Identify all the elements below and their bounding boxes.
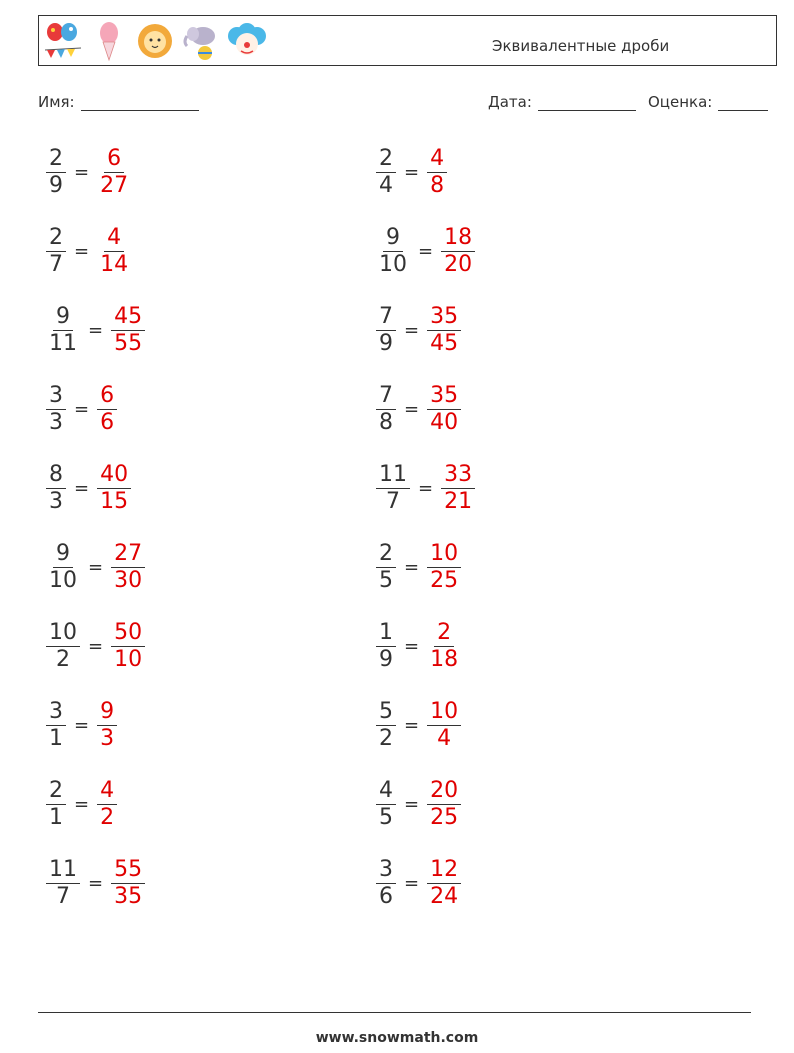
given-fraction [46, 778, 66, 831]
answer-fraction [97, 383, 117, 436]
answer-numerator: 35 [427, 383, 461, 410]
answer-fraction [97, 225, 131, 278]
answer-numerator: 10 [427, 541, 461, 568]
equals-sign: = [88, 873, 104, 894]
clown-icon [227, 20, 267, 62]
given-fraction [46, 304, 80, 357]
answer-numerator: 4 [427, 146, 447, 173]
date-line[interactable] [538, 96, 636, 111]
equals-sign: = [74, 715, 90, 736]
equals-sign: = [74, 794, 90, 815]
answer-numerator: 4 [97, 778, 117, 805]
answer-denominator: 8 [430, 173, 445, 198]
answer-denominator: 15 [100, 489, 129, 514]
given-denominator: 6 [379, 884, 393, 909]
problem-row [376, 146, 447, 199]
given-fraction [376, 383, 396, 436]
problem-row [46, 304, 145, 357]
given-denominator: 11 [49, 331, 77, 356]
given-numerator: 2 [376, 541, 396, 568]
answer-numerator: 40 [97, 462, 131, 489]
given-numerator: 9 [53, 541, 73, 568]
problem-row [376, 541, 461, 594]
equals-sign: = [404, 162, 420, 183]
given-fraction [46, 462, 66, 515]
problem-row [46, 620, 145, 673]
problem-row [46, 857, 145, 910]
given-denominator: 7 [386, 489, 400, 514]
name-field [38, 93, 199, 111]
answer-numerator: 6 [104, 146, 124, 173]
answer-numerator: 10 [427, 699, 461, 726]
given-denominator: 1 [49, 805, 63, 830]
answer-denominator: 2 [100, 805, 115, 830]
given-fraction [376, 699, 396, 752]
answer-fraction [427, 778, 461, 831]
answer-denominator: 24 [430, 884, 459, 909]
given-numerator: 3 [46, 699, 66, 726]
problem-row [46, 699, 117, 752]
answer-denominator: 3 [100, 726, 115, 751]
given-fraction [46, 620, 80, 673]
elephant-icon [181, 20, 221, 62]
score-label: Оценка: [648, 93, 713, 111]
answer-fraction [97, 146, 131, 199]
given-denominator: 9 [49, 173, 63, 198]
answer-denominator: 18 [430, 647, 459, 672]
given-fraction [376, 225, 410, 278]
header-icons [43, 20, 267, 62]
given-numerator: 3 [376, 857, 396, 884]
equals-sign: = [74, 241, 90, 262]
answer-denominator: 30 [114, 568, 143, 593]
answer-fraction [427, 699, 461, 752]
header-box [38, 15, 777, 66]
problem-row [46, 778, 117, 831]
given-numerator: 11 [376, 462, 410, 489]
answer-numerator: 9 [97, 699, 117, 726]
given-fraction [46, 383, 66, 436]
given-fraction [376, 146, 396, 199]
given-fraction [46, 699, 66, 752]
answer-denominator: 45 [430, 331, 459, 356]
answer-fraction [111, 304, 145, 357]
given-fraction [376, 620, 396, 673]
answer-denominator: 10 [114, 647, 143, 672]
answer-fraction [97, 462, 131, 515]
given-numerator: 5 [376, 699, 396, 726]
given-numerator: 7 [376, 383, 396, 410]
answer-fraction [427, 857, 461, 910]
answer-fraction [427, 146, 447, 199]
given-denominator: 5 [379, 805, 393, 830]
problem-row [376, 304, 461, 357]
answer-fraction [427, 620, 461, 673]
given-numerator: 7 [376, 304, 396, 331]
answer-denominator: 6 [100, 410, 115, 435]
given-numerator: 9 [383, 225, 403, 252]
answer-denominator: 21 [444, 489, 473, 514]
problem-row [376, 383, 461, 436]
answer-denominator: 55 [114, 331, 143, 356]
answer-fraction [441, 225, 475, 278]
given-denominator: 8 [379, 410, 393, 435]
problem-row [46, 225, 131, 278]
given-numerator: 2 [46, 146, 66, 173]
problem-row [46, 383, 117, 436]
given-denominator: 2 [56, 647, 70, 672]
answer-numerator: 33 [441, 462, 475, 489]
answer-fraction [97, 778, 117, 831]
answer-fraction [427, 304, 461, 357]
answer-numerator: 6 [97, 383, 117, 410]
given-numerator: 4 [376, 778, 396, 805]
problem-row [46, 462, 131, 515]
equals-sign: = [418, 478, 434, 499]
given-denominator: 3 [49, 410, 63, 435]
answer-denominator: 14 [100, 252, 129, 277]
answer-numerator: 50 [111, 620, 145, 647]
equals-sign: = [74, 399, 90, 420]
answer-numerator: 27 [111, 541, 145, 568]
problem-row [376, 462, 475, 515]
given-fraction [376, 541, 396, 594]
date-label: Дата: [488, 93, 532, 111]
answer-numerator: 20 [427, 778, 461, 805]
answer-fraction [111, 541, 145, 594]
answer-numerator: 55 [111, 857, 145, 884]
given-numerator: 9 [53, 304, 73, 331]
answer-fraction [111, 620, 145, 673]
answer-fraction [427, 541, 461, 594]
given-fraction [376, 462, 410, 515]
given-denominator: 5 [379, 568, 393, 593]
date-field [488, 93, 636, 111]
cotton-candy-icon [89, 20, 129, 62]
given-fraction [46, 857, 80, 910]
equals-sign: = [404, 636, 420, 657]
given-denominator: 3 [49, 489, 63, 514]
answer-denominator: 27 [100, 173, 129, 198]
score-field [648, 93, 768, 111]
answer-fraction [97, 699, 117, 752]
equals-sign: = [418, 241, 434, 262]
answer-numerator: 12 [427, 857, 461, 884]
score-line[interactable] [718, 96, 768, 111]
answer-numerator: 18 [441, 225, 475, 252]
equals-sign: = [74, 162, 90, 183]
problem-row [376, 620, 461, 673]
given-denominator: 10 [379, 252, 407, 277]
equals-sign: = [404, 557, 420, 578]
given-numerator: 3 [46, 383, 66, 410]
given-denominator: 7 [56, 884, 70, 909]
answer-denominator: 25 [430, 568, 459, 593]
equals-sign: = [404, 715, 420, 736]
answer-fraction [111, 857, 145, 910]
problem-row [376, 857, 461, 910]
problem-row [376, 699, 461, 752]
given-fraction [376, 778, 396, 831]
equals-sign: = [88, 557, 104, 578]
equals-sign: = [404, 794, 420, 815]
given-denominator: 10 [49, 568, 77, 593]
given-denominator: 9 [379, 331, 393, 356]
footer-divider [38, 1012, 751, 1013]
equals-sign: = [404, 399, 420, 420]
equals-sign: = [88, 320, 104, 341]
given-fraction [46, 541, 80, 594]
given-numerator: 8 [46, 462, 66, 489]
given-numerator: 2 [46, 778, 66, 805]
answer-numerator: 4 [104, 225, 124, 252]
given-numerator: 2 [376, 146, 396, 173]
problem-row [376, 225, 475, 278]
given-numerator: 1 [376, 620, 396, 647]
worksheet-title: Эквивалентные дроби [492, 37, 670, 55]
name-line[interactable] [81, 96, 199, 111]
given-denominator: 9 [379, 647, 393, 672]
answer-denominator: 35 [114, 884, 143, 909]
given-denominator: 4 [379, 173, 393, 198]
answer-fraction [427, 383, 461, 436]
name-label: Имя: [38, 93, 75, 111]
given-fraction [46, 146, 66, 199]
equals-sign: = [74, 478, 90, 499]
footer-url: www.snowmath.com [315, 1030, 479, 1046]
given-numerator: 11 [46, 857, 80, 884]
answer-denominator: 4 [437, 726, 452, 751]
problem-row [46, 541, 145, 594]
answer-numerator: 45 [111, 304, 145, 331]
answer-fraction [441, 462, 475, 515]
answer-denominator: 40 [430, 410, 459, 435]
equals-sign: = [88, 636, 104, 657]
lion-icon [135, 20, 175, 62]
given-numerator: 2 [46, 225, 66, 252]
problem-row [46, 146, 131, 199]
equals-sign: = [404, 873, 420, 894]
given-denominator: 2 [379, 726, 393, 751]
given-numerator: 10 [46, 620, 80, 647]
answer-denominator: 20 [444, 252, 473, 277]
problem-row [376, 778, 461, 831]
given-denominator: 7 [49, 252, 63, 277]
given-fraction [46, 225, 66, 278]
answer-numerator: 2 [434, 620, 454, 647]
balloons-icon [43, 20, 83, 62]
answer-numerator: 35 [427, 304, 461, 331]
given-fraction [376, 857, 396, 910]
equals-sign: = [404, 320, 420, 341]
answer-denominator: 25 [430, 805, 459, 830]
given-fraction [376, 304, 396, 357]
given-denominator: 1 [49, 726, 63, 751]
